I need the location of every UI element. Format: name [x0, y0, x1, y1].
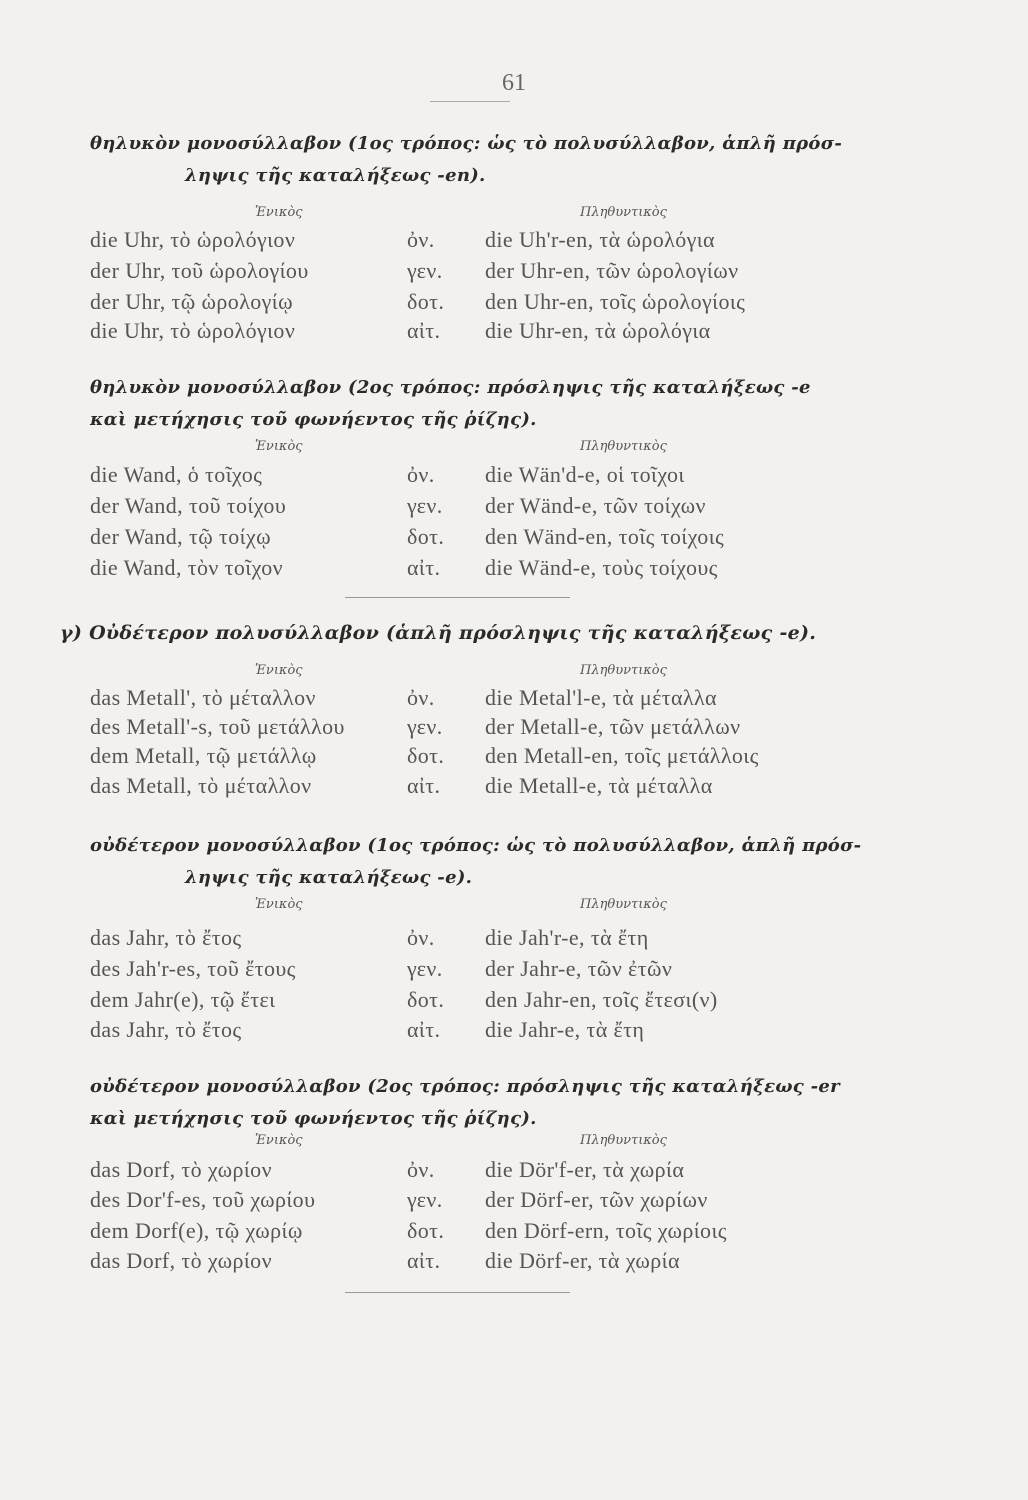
section-heading: [90, 128, 940, 192]
section-heading: [90, 1071, 940, 1135]
plural-label: Πληθυντικὸς: [580, 897, 667, 912]
section-heading: [90, 372, 940, 436]
plural-form: die Uhr-en, τὰ ὡρολόγια: [485, 318, 711, 343]
table-row: [90, 685, 950, 711]
plural-form: den Metall-en, τοῖς μετάλλοις: [485, 743, 759, 768]
case-label: δοτ.: [407, 524, 445, 549]
singular-form: die Uhr, τὸ ὡρολόγιον: [90, 227, 296, 252]
singular-form: dem Dorf(e), τῷ χωρίῳ: [90, 1218, 303, 1243]
case-label: γεν.: [407, 493, 443, 518]
singular-form: das Dorf, τὸ χωρίον: [90, 1248, 272, 1273]
plural-form: der Dörf-er, τῶν χωρίων: [485, 1187, 708, 1212]
table-row: [90, 743, 950, 769]
plural-form: der Metall-e, τῶν μετάλλων: [485, 714, 741, 739]
singular-form: die Uhr, τὸ ὡρολόγιον: [90, 318, 296, 343]
table-row: [90, 956, 950, 982]
table-row: [90, 493, 950, 519]
table-row: [90, 1187, 950, 1213]
heading-line-1: οὐδέτερον μονοσύλλαβον (2ος τρόπος: πρόσληψις τῆς καταλήξεως -er: [90, 1076, 840, 1097]
singular-form: der Uhr, τοῦ ὡρολογίου: [90, 258, 309, 283]
plural-form: die Wän'd-e, οἱ τοῖχοι: [485, 462, 685, 487]
heading-line-1: οὐδέτερον μονοσύλλαβον (1ος τρόπος: ὡς τὸ πολυσύλλαβον, ἁπλῆ πρόσ-: [90, 835, 862, 856]
plural-form: den Wänd-en, τοῖς τοίχοις: [485, 524, 725, 549]
table-row: [90, 1157, 950, 1183]
singular-label: Ἑνικὸς: [255, 663, 303, 678]
case-label: ὀν.: [407, 1157, 435, 1182]
section-heading: [90, 830, 940, 894]
plural-form: die Uh'r-en, τὰ ὡρολόγια: [485, 227, 715, 252]
heading-prefix: γ): [60, 622, 83, 644]
heading-line-2: ληψις τῆς καταλήξεως -e).: [185, 867, 473, 888]
singular-form: das Dorf, τὸ χωρίον: [90, 1157, 272, 1182]
case-label: αἰτ.: [407, 555, 441, 580]
singular-form: die Wand, ὁ τοῖχος: [90, 462, 263, 487]
singular-form: der Wand, τοῦ τοίχου: [90, 493, 287, 518]
case-label: δοτ.: [407, 1218, 445, 1243]
table-row: [90, 289, 950, 315]
plural-form: die Jahr-e, τὰ ἔτη: [485, 1017, 645, 1042]
table-row: [90, 318, 950, 344]
plural-form: die Jah'r-e, τὰ ἔτη: [485, 925, 649, 950]
table-row: [90, 1218, 950, 1244]
case-label: γεν.: [407, 956, 443, 981]
case-label: γεν.: [407, 1187, 443, 1212]
page-number-rule: [430, 101, 510, 102]
plural-form: die Dör'f-er, τὰ χωρία: [485, 1157, 685, 1182]
case-label: ὀν.: [407, 462, 435, 487]
case-label: αἰτ.: [407, 1017, 441, 1042]
heading-line-2: καὶ μετήχησις τοῦ φωνήεντος τῆς ῥίζης).: [90, 1108, 537, 1129]
case-label: ὀν.: [407, 685, 435, 710]
plural-form: den Uhr-en, τοῖς ὡρολογίοις: [485, 289, 746, 314]
case-label: ὀν.: [407, 227, 435, 252]
case-label: αἰτ.: [407, 773, 441, 798]
plural-form: die Metal'l-e, τὰ μέταλλα: [485, 685, 717, 710]
table-row: [90, 773, 950, 799]
heading-line-2: καὶ μετήχησις τοῦ φωνήεντος τῆς ῥίζης).: [90, 409, 537, 430]
case-label: δοτ.: [407, 987, 445, 1012]
plural-label: Πληθυντικὸς: [580, 1133, 667, 1148]
plural-label: Πληθυντικὸς: [580, 439, 667, 454]
singular-form: dem Jahr(e), τῷ ἔτει: [90, 987, 276, 1012]
singular-form: die Wand, τὸν τοῖχον: [90, 555, 284, 580]
plural-form: der Wänd-e, τῶν τοίχων: [485, 493, 706, 518]
case-label: γεν.: [407, 714, 443, 739]
table-row: [90, 1017, 950, 1043]
table-row: [90, 987, 950, 1013]
case-label: γεν.: [407, 258, 443, 283]
case-label: αἰτ.: [407, 318, 441, 343]
table-row: [90, 1248, 950, 1274]
singular-form: des Dor'f-es, τοῦ χωρίου: [90, 1187, 316, 1212]
table-row: [90, 925, 950, 951]
plural-form: der Jahr-e, τῶν ἐτῶν: [485, 956, 673, 981]
plural-form: die Wänd-e, τοὺς τοίχους: [485, 555, 718, 580]
table-row: [90, 714, 950, 740]
page-number: 61: [502, 70, 526, 96]
singular-form: das Jahr, τὸ ἔτος: [90, 925, 242, 950]
section-divider: [345, 1292, 570, 1293]
table-row: [90, 258, 950, 284]
case-label: ὀν.: [407, 925, 435, 950]
case-label: δοτ.: [407, 289, 445, 314]
singular-form: des Metall'-s, τοῦ μετάλλου: [90, 714, 345, 739]
singular-label: Ἑνικὸς: [255, 205, 303, 220]
plural-form: den Dörf-ern, τοῖς χωρίοις: [485, 1218, 727, 1243]
table-row: [90, 462, 950, 488]
singular-form: das Metall, τὸ μέταλλον: [90, 773, 312, 798]
heading-line-1: Οὐδέτερον πολυσύλλαβον (ἁπλῆ πρόσληψις τῆς καταλήξεως -e).: [89, 622, 817, 644]
singular-label: Ἑνικὸς: [255, 439, 303, 454]
plural-form: der Uhr-en, τῶν ὡρολογίων: [485, 258, 739, 283]
singular-form: das Metall', τὸ μέταλλον: [90, 685, 316, 710]
heading-line-1: θηλυκὸν μονοσύλλαβον (2ος τρόπος: πρόσληψις τῆς καταλήξεως -e: [90, 377, 811, 398]
plural-label: Πληθυντικὸς: [580, 205, 667, 220]
table-row: [90, 227, 950, 253]
heading-line-1: θηλυκὸν μονοσύλλαβον (1ος τρόπος: ὡς τὸ πολυσύλλαβον, ἁπλῆ πρόσ-: [90, 133, 843, 154]
singular-form: der Uhr, τῷ ὡρολογίῳ: [90, 289, 293, 314]
case-label: δοτ.: [407, 743, 445, 768]
case-label: αἰτ.: [407, 1248, 441, 1273]
singular-form: des Jah'r-es, τοῦ ἔτους: [90, 956, 296, 981]
plural-form: die Metall-e, τὰ μέταλλα: [485, 773, 713, 798]
singular-form: dem Metall, τῷ μετάλλῳ: [90, 743, 317, 768]
singular-label: Ἑνικὸς: [255, 1133, 303, 1148]
plural-label: Πληθυντικὸς: [580, 663, 667, 678]
table-row: [90, 524, 950, 550]
plural-form: die Dörf-er, τὰ χωρία: [485, 1248, 680, 1273]
table-row: [90, 555, 950, 581]
heading-line-2: ληψις τῆς καταλήξεως -en).: [185, 165, 486, 186]
singular-form: das Jahr, τὸ ἔτος: [90, 1017, 242, 1042]
singular-form: der Wand, τῷ τοίχῳ: [90, 524, 271, 549]
plural-form: den Jahr-en, τοῖς ἔτεσι(ν): [485, 987, 718, 1012]
section-divider: [345, 597, 570, 598]
singular-label: Ἑνικὸς: [255, 897, 303, 912]
section-heading: [60, 617, 910, 649]
